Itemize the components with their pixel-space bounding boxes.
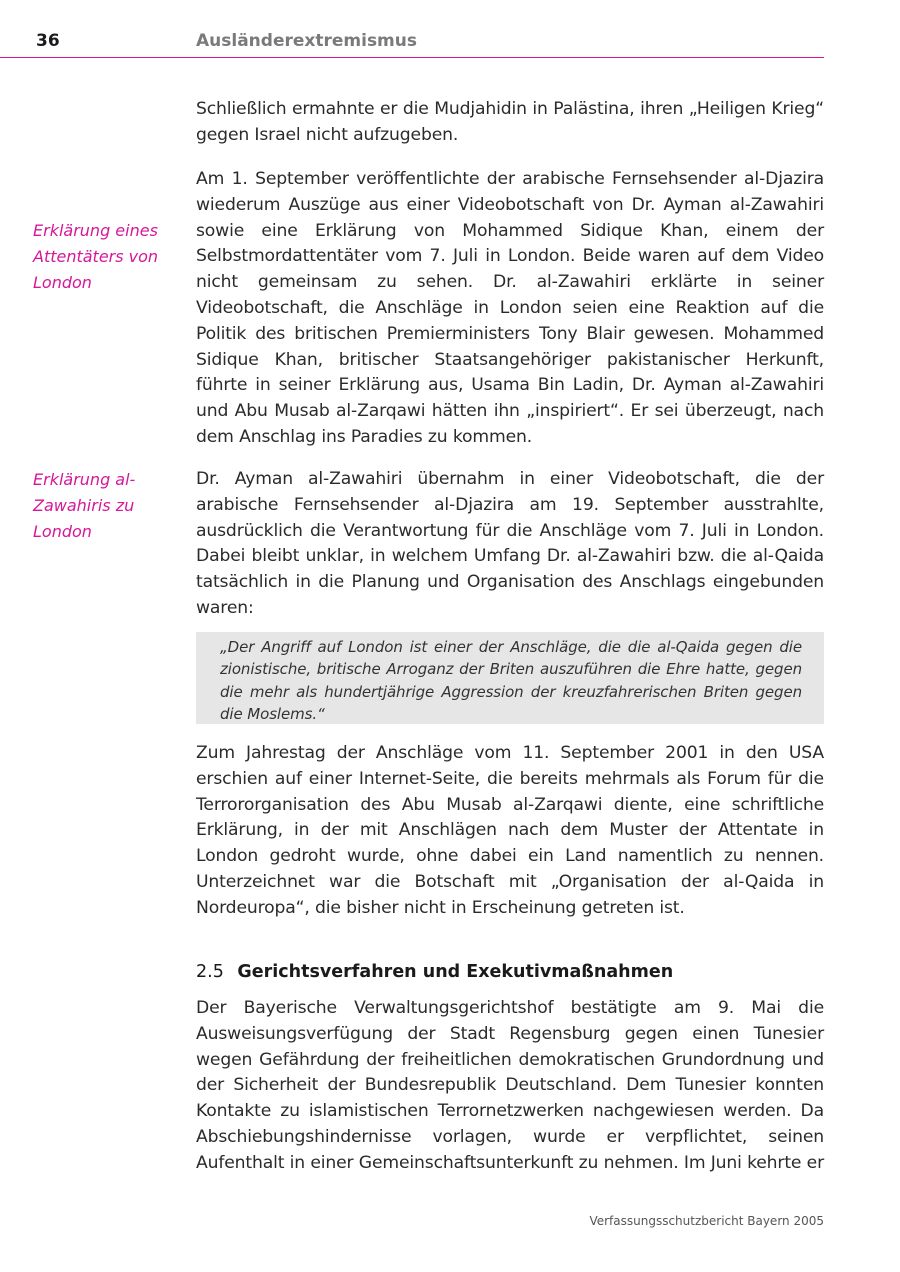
subsection-heading [196,962,673,982]
paragraph-4-block [196,741,824,922]
header-rule [0,57,824,58]
subsection-title: Gerichtsverfahren und Exekutivmaßnahmen [237,962,674,982]
quote-box [196,632,824,724]
paragraph-5-block [196,996,824,1177]
paragraph-1-block [196,97,824,149]
paragraph-4: Zum Jahrestag der Anschläge vom 11. September 2001 in den USA erschien auf einer Internet-Seite, die bereits mehrmals als Forum für die Terrororganisation des Abu Musab al-Zarqawi diente, eine schriftliche Erklärung, in der mit Anschlägen nach dem Muster der Attentate in London gedroht wurde, ohne dabei ein Land namentlich zu nennen. Unterzeichnet war die Botschaft mit „Organisation der al-Qaida in Nordeuropa“, die bisher nicht in Erscheinung getreten ist. [196,743,824,918]
subsection-number: 2.5 [196,962,224,982]
page-number: 36 [36,31,60,51]
paragraph-3-block [196,467,824,622]
page-header [0,0,900,60]
paragraph-1: Schließlich ermahnte er die Mudjahidin in Palästina, ihren „Heiligen Krieg“ gegen Israel nicht aufzugeben. [196,99,824,145]
page-footer: Verfassungsschutzbericht Bayern 2005 [589,1214,824,1228]
running-section-title: Ausländerextremismus [196,31,417,51]
paragraph-3: Dr. Ayman al-Zawahiri übernahm in einer Videobotschaft, die der arabische Fernsehsender al-Djazira am 19. September ausstrahlte, ausdrücklich die Verantwortung für die Anschläge vom 7. Juli in London. Dabei bleibt unklar, in welchem Umfang Dr. al-Zawahiri bzw. die al-Qaida tatsächlich in die Planung und Organisation des Anschlags eingebunden waren: [196,469,824,618]
paragraph-2-block [196,167,824,451]
paragraph-2: Am 1. September veröffentlichte der arabische Fernsehsender al-Djazira wiederum Auszüge aus einer Videobotschaft von Dr. Ayman al-Zawahiri sowie eine Erklärung von Mohammed Sidique Khan, einem der Selbstmordattentäter vom 7. Juli in London. Beide waren auf dem Video nicht gemeinsam zu sehen. Dr. al-Zawahiri erklärte in seiner Videobotschaft, die Anschläge in London seien eine Reaktion auf die Politik des britischen Premierministers Tony Blair gewesen. Mohammed Sidique Khan, britischer Staatsangehöriger pakistanischer Herkunft, führte in seiner Erklärung aus, Usama Bin Ladin, Dr. Ayman al-Zawahiri und Abu Musab al-Zarqawi hätten ihn „inspiriert“. Er sei überzeugt, nach dem Anschlag ins Paradies zu kommen. [196,169,824,447]
quote-text: „Der Angriff auf London ist einer der Anschläge, die die al-Qaida gegen die zionistische, britische Arroganz der Briten auszuführen die Ehre hatte, gegen die mehr als hundertjährige Aggression der kreuzfahrerischen Briten gegen die Moslems.“ [220,638,802,724]
margin-note-attentaeter: Erklärung eines Attentäters von London [33,221,159,292]
margin-note-zawahiri: Erklärung al-Zawahiris zu London [33,470,136,541]
paragraph-5: Der Bayerische Verwaltungsgerichtshof bestätigte am 9. Mai die Ausweisungsverfügung der Stadt Regensburg gegen einen Tunesier wegen Gefährdung der freiheitlichen demokratischen Grundordnung und der Sicherheit der Bundesrepublik Deutschland. Dem Tunesier konnten Kontakte zu islamistischen Terrornetzwerken nachgewiesen werden. Da Abschiebungshindernisse vorlagen, wurde er verpflichtet, seinen Aufenthalt in einer Gemeinschaftsunterkunft zu nehmen. Im Juni kehrte er [196,998,825,1173]
